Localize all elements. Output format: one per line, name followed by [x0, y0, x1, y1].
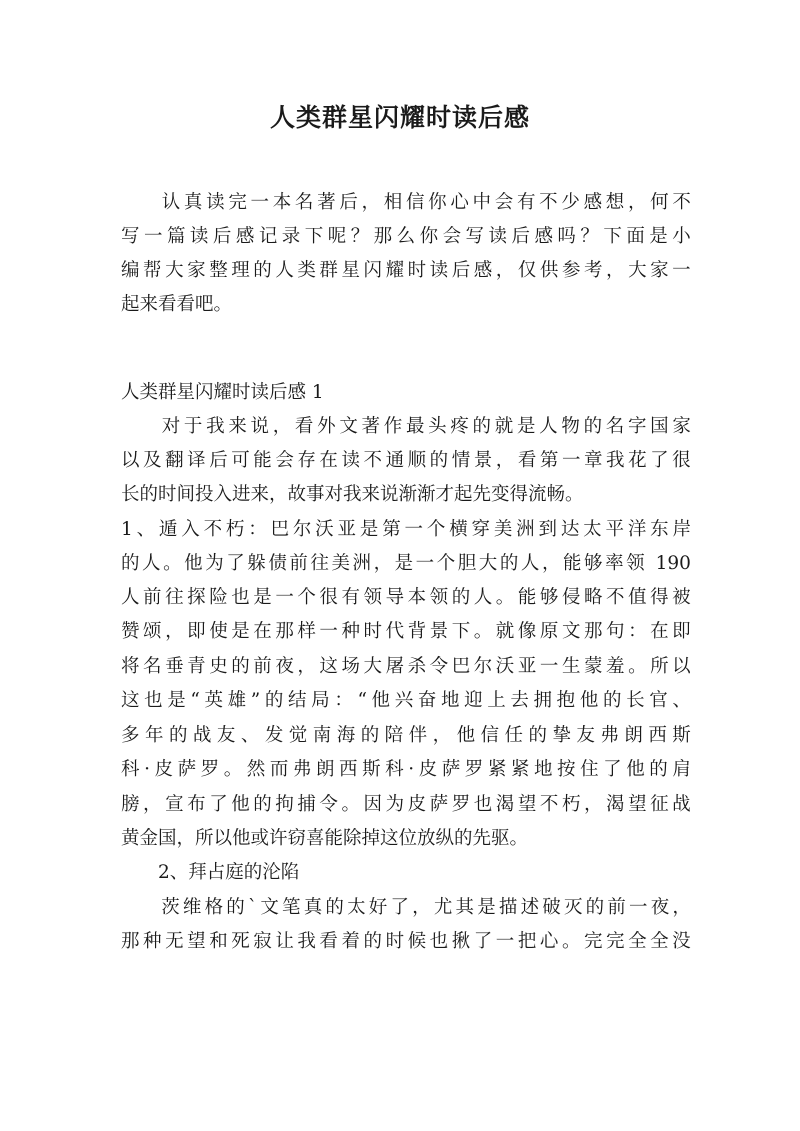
text-line: 认 真 读 完 一 本 名 著 后 ， 相 信 你 心 中 会 有 不 少 感 想 ， 何 不 [161, 192, 691, 213]
text-line: 这 也 是 “ 英 雄 ” 的 结 局 ： “ 他 兴 奋 地 迎 上 去 拥 抱 他 的 长 官 、 [121, 690, 691, 711]
text-line: 对 于 我 来 说 ， 看 外 文 著 作 最 头 疼 的 就 是 人 物 的 名 字 国 家 [161, 416, 691, 437]
text-line: 写 一 篇 读 后 感 记 录 下 呢 ？ 那 么 你 会 写 读 后 感 吗 ？ 下 面 是 小 [121, 226, 691, 247]
text-line: 膀 ， 宣 布 了 他 的 拘 捕 令 。 因 为 皮 萨 罗 也 渴 望 不 朽 ， 渴 望 征 战 [121, 794, 691, 815]
text-line: 将 名 垂 青 史 的 前 夜 ， 这 场 大 屠 杀 令 巴 尔 沃 亚 一 生 蒙 羞 。 所 以 [121, 656, 691, 677]
text-line: 黄金国，所以他或许窃喜能除掉这位放纵的先驱。 [121, 828, 529, 849]
text-line: 编 帮 大 家 整 理 的 人 类 群 星 闪 耀 时 读 后 感 ， 仅 供 参 考 ， 大 家 一 [121, 260, 691, 281]
text-line: 起来看看吧。 [121, 294, 233, 315]
text-line: 赞 颂 ， 即 使 是 在 那 样 一 种 时 代 背 景 下 。 就 像 原 文 那 句 ： 在 即 [121, 621, 691, 642]
text-line: 那 种 无 望 和 死 寂 让 我 看 着 的 时 候 也 揪 了 一 把 心 。 完 完 全 全 没 [121, 931, 691, 952]
text-line: 的 人 。 他 为 了 躲 债 前 往 美 洲 ， 是 一 个 胆 大 的 人 ， 能 够 率 领 190 [121, 553, 691, 574]
text-line: 1 、 遁 入 不 朽 ： 巴 尔 沃 亚 是 第 一 个 横 穿 美 洲 到 达 太 平 洋 东 岸 [121, 519, 691, 540]
text-line: 长的时间投入进来，故事对我来说渐渐才起先变得流畅。 [121, 484, 584, 505]
text-line: 茨 维 格 的 ` 文 笔 真 的 太 好 了 ， 尤 其 是 描 述 破 灭 的 前 一 夜 ， [161, 897, 691, 918]
text-line: 以 及 翻 译 后 可 能 会 存 在 读 不 通 顺 的 情 景 ， 看 第 一 章 我 花 了 很 [121, 450, 691, 471]
page-title: 人类群星闪耀时读后感 [269, 103, 530, 132]
text-line: 人 前 往 探 险 也 是 一 个 很 有 领 导 本 领 的 人 。 能 够 侵 略 不 值 得 被 [121, 587, 691, 608]
text-line: 多 年 的 战 友 、 发 觉 南 海 的 陪 伴 ， 他 信 任 的 挚 友 弗 朗 西 斯 [121, 725, 691, 746]
text-line: 2、拜占庭的沦陷 [121, 862, 300, 883]
text-line: 人类群星闪耀时读后感 1 [121, 382, 324, 403]
text-line: 科 · 皮 萨 罗 。 然 而 弗 朗 西 斯 科 · 皮 萨 罗 紧 紧 地 按 住 了 他 的 肩 [121, 759, 691, 780]
